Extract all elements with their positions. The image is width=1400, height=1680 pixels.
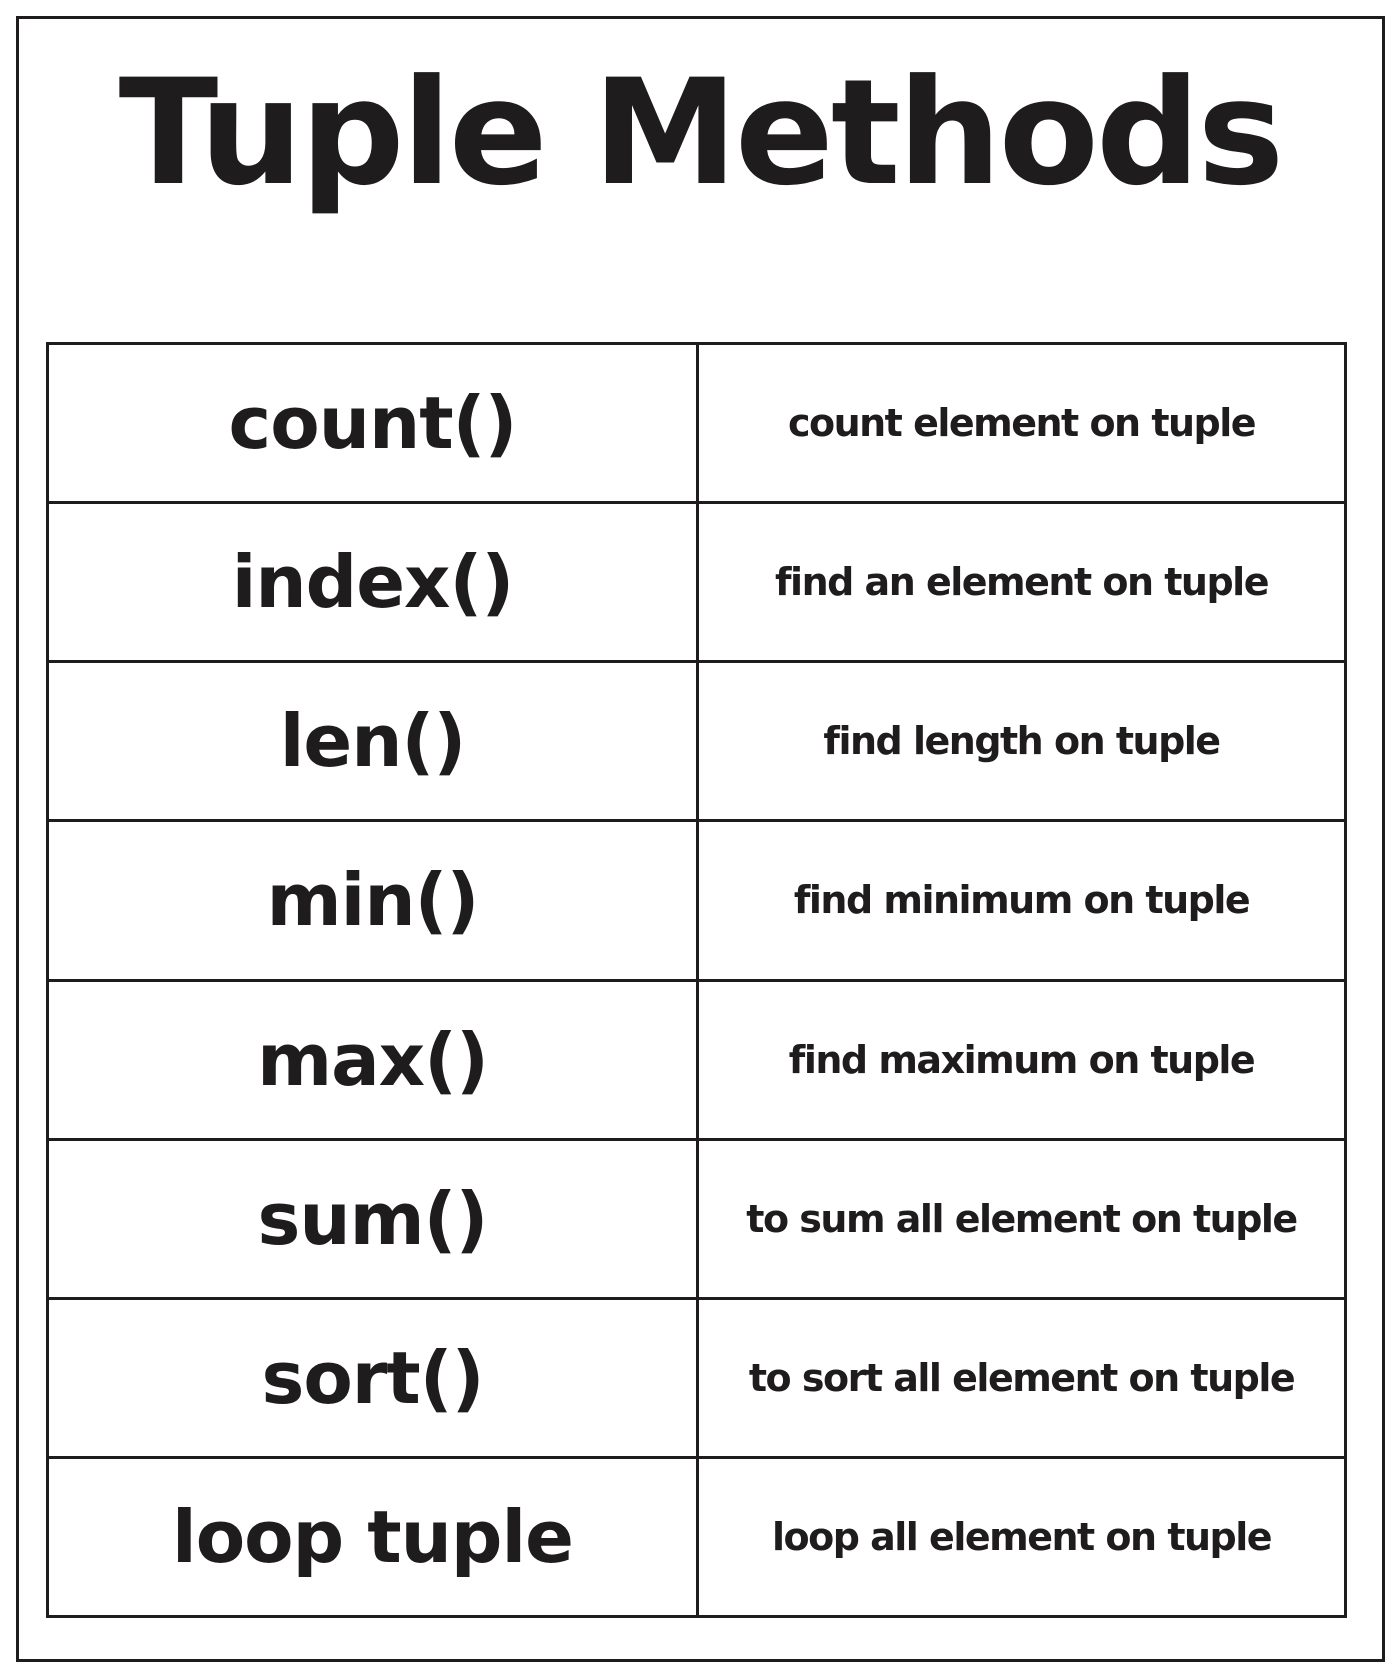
method-description: find an element on tuple <box>698 503 1346 662</box>
method-description: loop all element on tuple <box>698 1457 1346 1616</box>
table-row <box>48 1298 1346 1457</box>
table-row <box>48 1139 1346 1298</box>
table-row <box>48 662 1346 821</box>
method-name: min() <box>48 821 698 980</box>
method-description: count element on tuple <box>698 344 1346 503</box>
method-name: sort() <box>48 1298 698 1457</box>
method-name: len() <box>48 662 698 821</box>
table-row <box>48 980 1346 1139</box>
method-description: find maximum on tuple <box>698 980 1346 1139</box>
table-row <box>48 1457 1346 1616</box>
method-name: index() <box>48 503 698 662</box>
table-row <box>48 503 1346 662</box>
methods-table <box>46 342 1347 1618</box>
method-name: loop tuple <box>48 1457 698 1616</box>
method-description: to sum all element on tuple <box>698 1139 1346 1298</box>
method-name: max() <box>48 980 698 1139</box>
method-description: find length on tuple <box>698 662 1346 821</box>
method-description: to sort all element on tuple <box>698 1298 1346 1457</box>
method-description: find minimum on tuple <box>698 821 1346 980</box>
method-name: count() <box>48 344 698 503</box>
table-row <box>48 344 1346 503</box>
method-name: sum() <box>48 1139 698 1298</box>
page-title: Tuple Methods <box>118 48 1282 218</box>
table-row <box>48 821 1346 980</box>
